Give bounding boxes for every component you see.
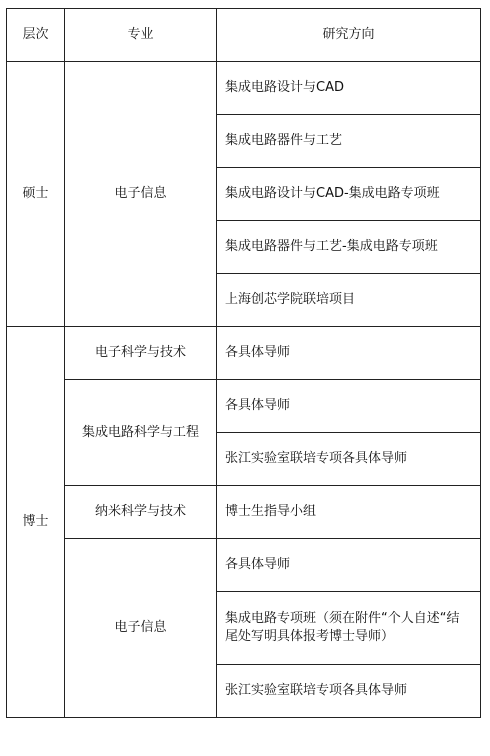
header-level: 层次 bbox=[7, 9, 65, 62]
level-cell-doctoral: 博士 bbox=[7, 327, 65, 718]
level-cell-masters: 硕士 bbox=[7, 62, 65, 327]
table-row bbox=[7, 539, 481, 592]
direction-cell: 张江实验室联培专项各具体导师 bbox=[217, 433, 481, 486]
direction-cell: 集成电路设计与CAD bbox=[217, 62, 481, 115]
major-cell: 纳米科学与技术 bbox=[65, 486, 217, 539]
header-major: 专业 bbox=[65, 9, 217, 62]
table-row bbox=[7, 486, 481, 539]
major-cell: 电子信息 bbox=[65, 62, 217, 327]
table-row bbox=[7, 380, 481, 433]
major-cell: 电子信息 bbox=[65, 539, 217, 718]
direction-cell: 上海创芯学院联培项目 bbox=[217, 274, 481, 327]
table-row bbox=[7, 327, 481, 380]
direction-cell: 集成电路设计与CAD-集成电路专项班 bbox=[217, 168, 481, 221]
major-cell: 集成电路科学与工程 bbox=[65, 380, 217, 486]
header-direction: 研究方向 bbox=[217, 9, 481, 62]
direction-cell: 集成电路专项班（须在附件“个人自述“结尾处写明具体报考博士导师） bbox=[217, 592, 481, 665]
direction-cell: 集成电路器件与工艺-集成电路专项班 bbox=[217, 221, 481, 274]
direction-cell: 各具体导师 bbox=[217, 327, 481, 380]
major-cell: 电子科学与技术 bbox=[65, 327, 217, 380]
direction-cell: 各具体导师 bbox=[217, 539, 481, 592]
program-table bbox=[6, 8, 481, 718]
direction-cell: 博士生指导小组 bbox=[217, 486, 481, 539]
direction-cell: 集成电路器件与工艺 bbox=[217, 115, 481, 168]
table-header-row bbox=[7, 9, 481, 62]
direction-cell: 张江实验室联培专项各具体导师 bbox=[217, 665, 481, 718]
table-row bbox=[7, 62, 481, 115]
direction-cell: 各具体导师 bbox=[217, 380, 481, 433]
